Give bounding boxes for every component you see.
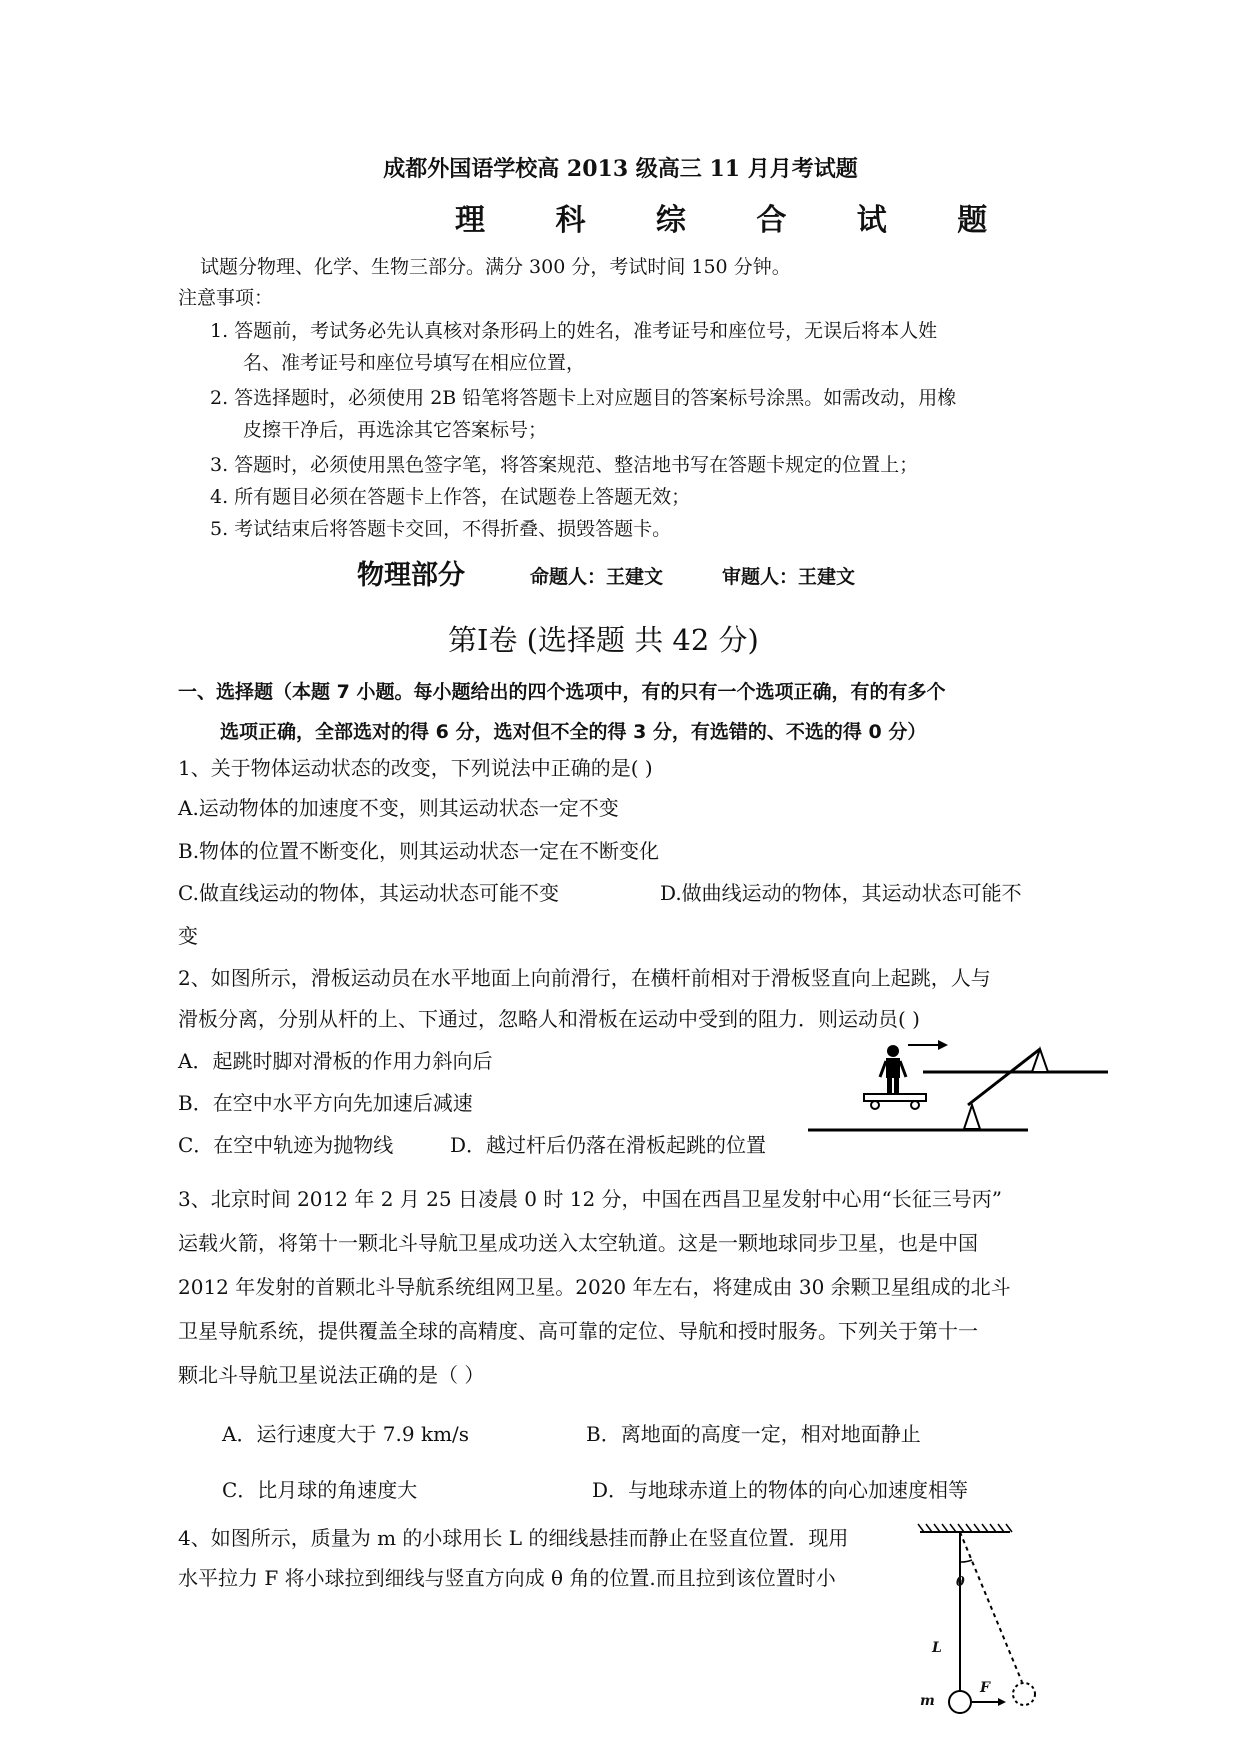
q1-option-b: B.物体的位置不断变化，则其运动状态一定在不断变化: [178, 839, 660, 863]
q4-stem-line1: 4、如图所示，质量为 m 的小球用长 L 的细线悬挂而静止在竖直位置．现用: [178, 1526, 849, 1550]
pendulum-label-m: m: [920, 1693, 935, 1709]
intro-text: 试题分物理、化学、生物三部分。满分 300 分，考试时间 150 分钟。: [200, 256, 791, 278]
q1-option-d-cont: 变: [178, 924, 198, 948]
q1-option-d: D.做曲线运动的物体，其运动状态可能不: [660, 881, 1022, 905]
exam-title: 成都外国语学校高 2013 级高三 11 月月考试题: [383, 156, 858, 182]
notice-label: 注意事项：: [178, 287, 274, 309]
q1-stem: 1、关于物体运动状态的改变，下列说法中正确的是( ): [178, 756, 653, 780]
volume-heading: 第Ⅰ卷 (选择题 共 42 分): [448, 623, 759, 657]
q3-option-d: D．与地球赤道上的物体的向心加速度相等: [592, 1478, 969, 1502]
q2-option-c: C．在空中轨迹为抛物线: [178, 1133, 394, 1157]
q3-stem-line4: 卫星导航系统，提供覆盖全球的高精度、高可靠的定位、导航和授时服务。下列关于第十一: [178, 1319, 978, 1343]
physics-heading: 物理部分: [357, 560, 465, 591]
section-instructions: 一、选择题（本题 7 小题。每小题给出的四个选项中，有的只有一个选项正确，有的有多个: [178, 681, 946, 703]
q3-option-a: A．运行速度大于 7.9 km/s: [222, 1422, 470, 1446]
q1-option-c: C.做直线运动的物体，其运动状态可能不变: [178, 881, 559, 905]
q2-stem-cont: 滑板分离，分别从杆的上、下通过，忽略人和滑板在运动中受到的阻力．则运动员( ): [178, 1007, 920, 1031]
notice-item-5: 5. 考试结束后将答题卡交回，不得折叠、损毁答题卡。: [210, 518, 672, 540]
pendulum-label-F: F: [980, 1680, 990, 1696]
notice-item-2: 2. 答选择题时，必须使用 2B 铅笔将答题卡上对应题目的答案标号涂黑。如需改动，用橡: [210, 387, 957, 409]
q3-stem-line5: 颗北斗导航卫星说法正确的是（ ）: [178, 1363, 485, 1387]
skateboard-figure: [808, 1035, 1118, 1145]
exam-subtitle: 理 科 综 合 试 题: [455, 203, 1018, 238]
pendulum-label-L: L: [932, 1640, 942, 1656]
q3-option-c: C．比月球的角速度大: [222, 1478, 418, 1502]
question-setter: 命题人：王建文: [530, 566, 664, 588]
notice-item-1-cont: 名、准考证号和座位号填写在相应位置，: [243, 352, 586, 374]
section-instructions-cont: 选项正确，全部选对的得 6 分，选对但不全的得 3 分，有选错的、不选的得 0 分）: [220, 721, 927, 743]
q2-option-d: D．越过杆后仍落在滑板起跳的位置: [450, 1133, 767, 1157]
notice-item-3: 3. 答题时，必须使用黑色签字笔，将答案规范、整洁地书写在答题卡规定的位置上；: [210, 454, 919, 476]
q2-option-a: A．起跳时脚对滑板的作用力斜向后: [178, 1049, 493, 1073]
notice-item-1: 1. 答题前，考试务必先认真核对条形码上的姓名，准考证号和座位号，无误后将本人姓: [210, 320, 938, 342]
q3-stem-line3: 2012 年发射的首颗北斗导航系统组网卫星。2020 年左右，将建成由 30 余颗卫星组成的北斗: [178, 1275, 1011, 1299]
q3-stem-line1: 3、北京时间 2012 年 2 月 25 日凌晨 0 时 12 分，中国在西昌卫星发射中心用“长征三号丙”: [178, 1187, 1002, 1211]
notice-item-2-cont: 皮擦干净后，再选涂其它答案标号；: [243, 419, 548, 441]
question-reviewer: 审题人：王建文: [722, 566, 856, 588]
q3-stem-line2: 运载火箭，将第十一颗北斗导航卫星成功送入太空轨道。这是一颗地球同步卫星，也是中国: [178, 1231, 978, 1255]
pendulum-figure: [910, 1522, 1040, 1722]
notice-item-4: 4. 所有题目必须在答题卡上作答，在试题卷上答题无效；: [210, 486, 691, 508]
q2-stem: 2、如图所示，滑板运动员在水平地面上向前滑行，在横杆前相对于滑板竖直向上起跳，人与: [178, 966, 991, 990]
q2-option-b: B．在空中水平方向先加速后减速: [178, 1091, 473, 1115]
q3-option-b: B．离地面的高度一定，相对地面静止: [586, 1422, 921, 1446]
q4-stem-line2: 水平拉力 F 将小球拉到细线与竖直方向成 θ 角的位置.而且拉到该位置时小: [178, 1566, 836, 1590]
pendulum-label-theta: θ: [956, 1575, 965, 1590]
q1-option-a: A.运动物体的加速度不变，则其运动状态一定不变: [178, 796, 619, 820]
